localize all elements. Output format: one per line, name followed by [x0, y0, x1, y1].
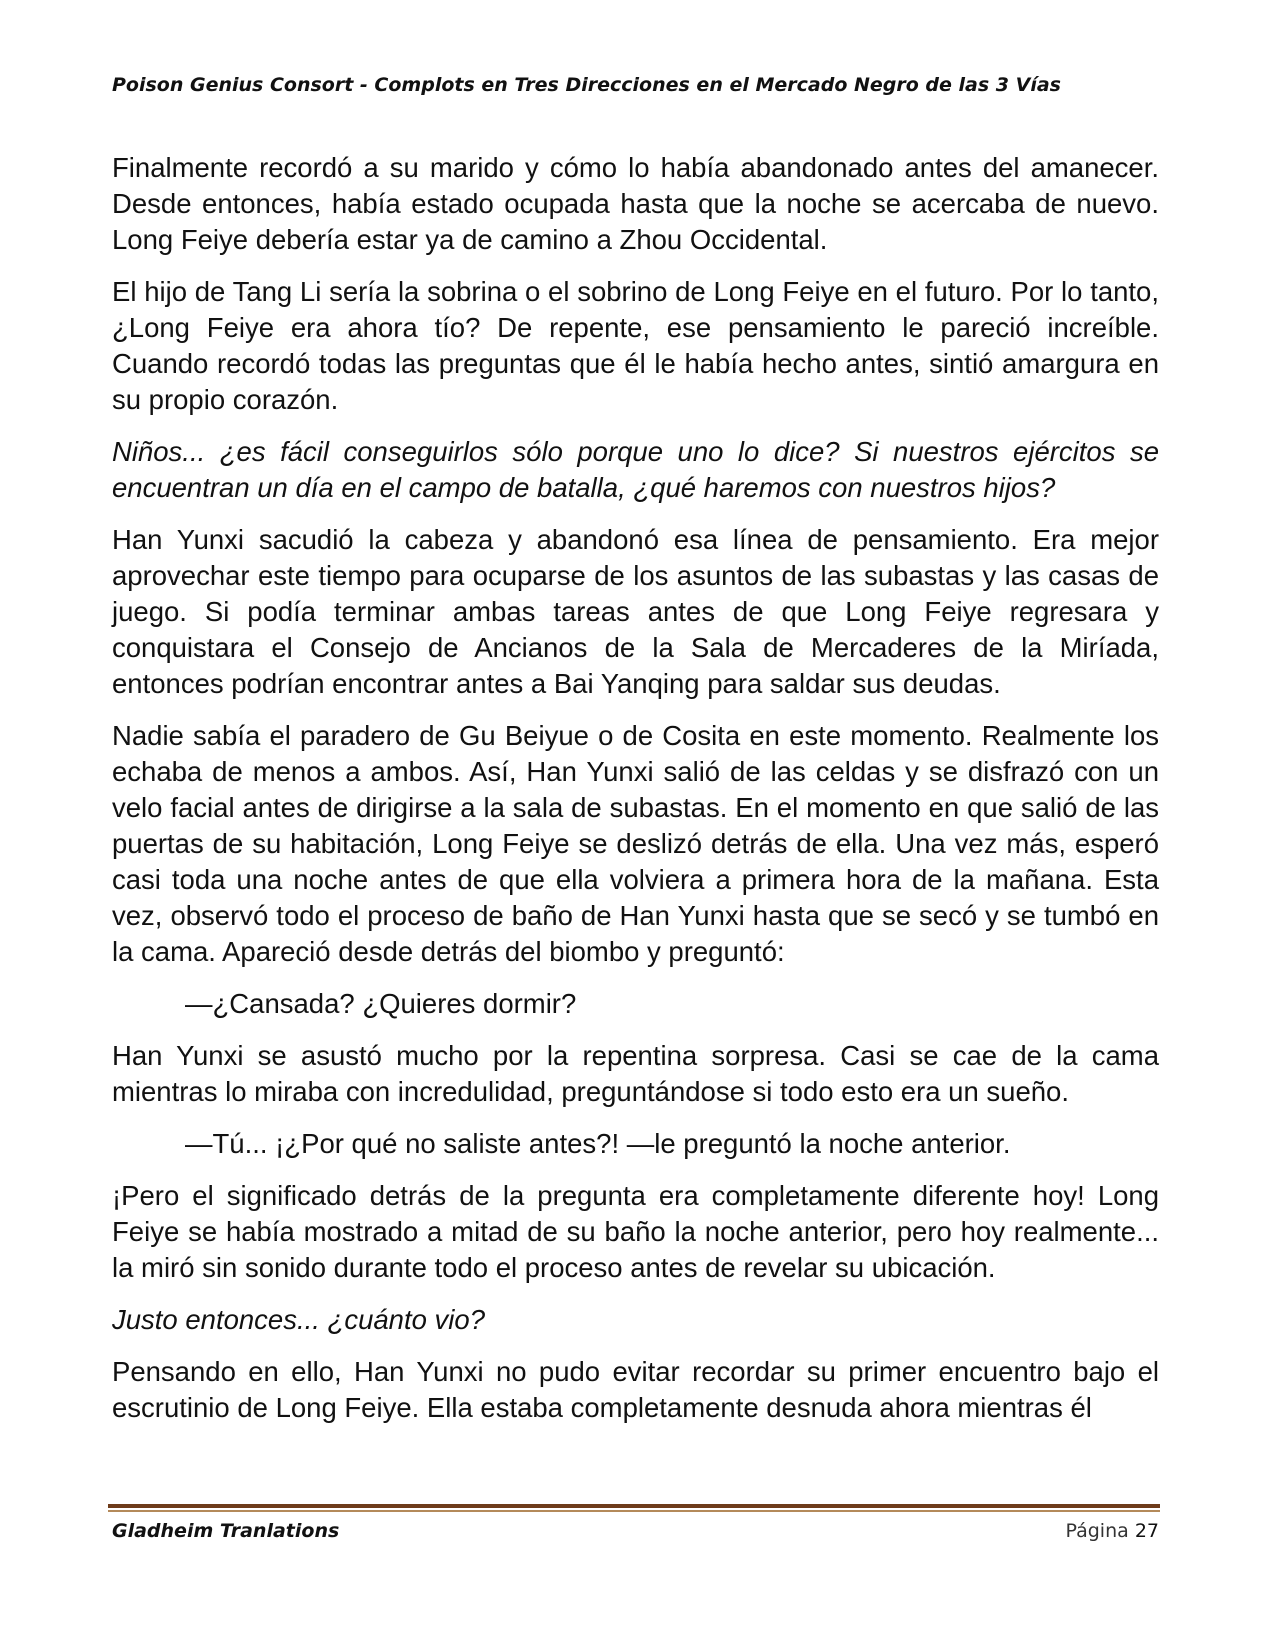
paragraph: Han Yunxi se asustó mucho por la repentina sorpresa. Casi se cae de la cama mientras lo miraba con incredulidad, preguntándose si todo esto era un sueño.: [112, 1040, 1159, 1107]
paragraph: Finalmente recordó a su marido y cómo lo había abandonado antes del amanecer. Desde entonces, había estado ocupada hasta que la noche se acercaba de nuevo. Long Feiye debería estar ya de camino a Zhou Occidental.: [112, 152, 1159, 255]
paragraph: El hijo de Tang Li sería la sobrina o el sobrino de Long Feiye en el futuro. Por lo tanto, ¿Long Feiye era ahora tío? De repente, ese pensamiento le pareció increíble. Cuando recordó todas las preguntas que él le había hecho antes, sintió amargura en su propio corazón.: [112, 276, 1159, 415]
footer-divider: [108, 1504, 1160, 1508]
page-number: [1065, 1520, 1159, 1542]
dialogue-line: —Tú... ¡¿Por qué no saliste antes?! —le preguntó la noche anterior.: [185, 1128, 1011, 1159]
paragraph: Nadie sabía el paradero de Gu Beiyue o de Cosita en este momento. Realmente los echaba de menos a ambos. Así, Han Yunxi salió de las celdas y se disfrazó con un velo facial antes de dirigirse a la sala de subastas. En el momento en que salió de las puertas de su habitación, Long Feiye se deslizó detrás de ella. Una vez más, esperó casi toda una noche antes de que ella volviera a primera hora de la mañana. Esta vez, observó todo el proceso de baño de Han Yunxi hasta que se secó y se tumbó en la cama. Apareció desde detrás del biombo y preguntó:: [112, 720, 1159, 967]
paragraph: Han Yunxi sacudió la cabeza y abandonó esa línea de pensamiento. Era mejor aprovechar este tiempo para ocuparse de los asuntos de las subastas y las casas de juego. Si podía terminar ambas tareas antes de que Long Feiye regresara y conquistara el Consejo de Ancianos de la Sala de Mercaderes de la Miríada, entonces podrían encontrar antes a Bai Yanqing para saldar sus deudas.: [112, 524, 1159, 699]
running-header: Poison Genius Consort - Complots en Tres Direcciones en el Mercado Negro de las 3 Vías: [112, 74, 1061, 96]
footer-divider-accent: [108, 1510, 1160, 1512]
page-number-value: 27: [1134, 1520, 1159, 1542]
italic-thought: Niños... ¿es fácil conseguirlos sólo porque uno lo dice? Si nuestros ejércitos se encuentran un día en el campo de batalla, ¿qué haremos con nuestros hijos?: [112, 436, 1159, 503]
italic-thought: Justo entonces... ¿cuánto vio?: [112, 1304, 485, 1335]
body-text: [112, 150, 1159, 1442]
page-label: Página: [1065, 1520, 1129, 1542]
paragraph: Pensando en ello, Han Yunxi no pudo evitar recordar su primer encuentro bajo el escrutinio de Long Feiye. Ella estaba completamente desnuda ahora mientras él: [112, 1356, 1159, 1423]
paragraph: ¡Pero el significado detrás de la pregunta era completamente diferente hoy! Long Feiye se había mostrado a mitad de su baño la noche anterior, pero hoy realmente... la miró sin sonido durante todo el proceso antes de revelar su ubicación.: [112, 1180, 1159, 1283]
dialogue-line: —¿Cansada? ¿Quieres dormir?: [185, 988, 577, 1019]
footer-credit: Gladheim Tranlations: [112, 1520, 340, 1542]
